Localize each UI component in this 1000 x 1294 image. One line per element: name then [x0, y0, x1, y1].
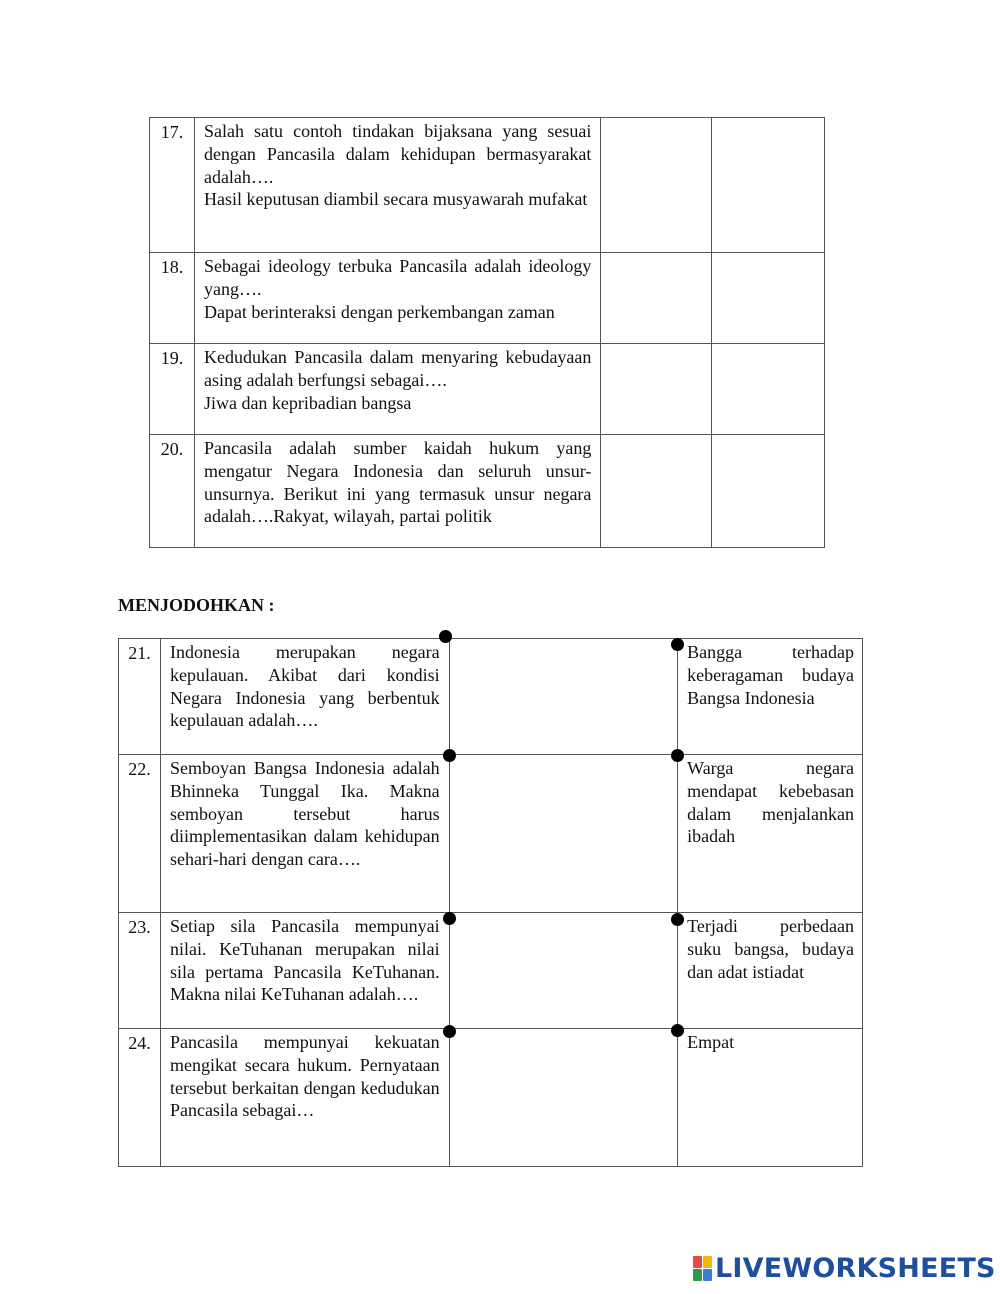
logo-block [693, 1269, 702, 1281]
question-number: 17. [150, 118, 195, 253]
answer-box-true[interactable] [601, 118, 712, 253]
table-row [150, 118, 825, 253]
question-number: 21. [119, 639, 161, 755]
question-number: 19. [150, 344, 195, 435]
question-number: 24. [119, 1029, 161, 1167]
answer-box-true[interactable] [601, 344, 712, 435]
answer-box-true[interactable] [601, 253, 712, 344]
question-cell [194, 118, 600, 253]
answer-box-false[interactable] [712, 435, 825, 548]
question-cell [194, 344, 600, 435]
question-cell [194, 253, 600, 344]
answer-box-false[interactable] [712, 118, 825, 253]
question-text: Pancasila adalah sumber kaidah hukum yang mengatur Negara Indonesia dan seluruh unsur-unsurnya. Berikut ini yang termasuk unsur negara adalah….Rakyat, wilayah, partai politik [203, 438, 592, 527]
table-row [150, 253, 825, 344]
question-text: Salah satu contoh tindakan bijaksana yang sesuai dengan Pancasila dalam kehidupan bermasyarakat adalah…. [203, 121, 592, 187]
answer-text: Hasil keputusan diambil secara musyawarah mufakat [203, 189, 588, 210]
matching-question: Pancasila mempunyai kekuatan mengikat secara hukum. Pernyataan tersebut berkaitan dengan kedudukan Pancasila sebagai… [160, 1029, 449, 1167]
answer-box-true[interactable] [601, 435, 712, 548]
match-dot-right-24[interactable] [671, 1024, 684, 1037]
brand-name: LIVEWORKSHEETS [715, 1253, 996, 1284]
table-row [150, 344, 825, 435]
liveworksheets-logo [693, 1253, 996, 1284]
match-dot-left-24[interactable] [443, 1025, 456, 1038]
section-heading: MENJODOHKAN : [118, 595, 275, 615]
logo-block [703, 1269, 712, 1281]
match-dot-left-22[interactable] [443, 749, 456, 762]
matching-question: Setiap sila Pancasila mempunyai nilai. KeTuhanan merupakan nilai sila pertama Pancasila KeTuhanan. Makna nilai KeTuhanan adalah…. [160, 913, 449, 1029]
table-row [119, 1029, 863, 1167]
question-number: 23. [119, 913, 161, 1029]
matching-option: Bangga terhadap keberagaman budaya Bangsa Indonesia [678, 639, 863, 755]
answer-box-false[interactable] [712, 344, 825, 435]
answer-box-false[interactable] [712, 253, 825, 344]
connector-area [449, 913, 677, 1029]
matching-table [118, 638, 863, 1167]
question-text: Kedudukan Pancasila dalam menyaring kebudayaan asing adalah berfungsi sebagai…. [203, 347, 592, 390]
logo-block [693, 1256, 702, 1268]
matching-option: Empat [678, 1029, 863, 1167]
tf-question-table [149, 117, 825, 548]
connector-area [449, 755, 677, 913]
question-cell [194, 435, 600, 548]
match-dot-right-22[interactable] [671, 749, 684, 762]
question-number: 20. [150, 435, 195, 548]
match-dot-left-21[interactable] [439, 630, 452, 643]
answer-text: Jiwa dan kepribadian bangsa [203, 392, 412, 413]
match-dot-right-21[interactable] [671, 638, 684, 651]
question-text: Sebagai ideology terbuka Pancasila adalah ideology yang…. [203, 256, 592, 299]
connector-area [449, 639, 677, 755]
match-dot-right-23[interactable] [671, 913, 684, 926]
table-row [150, 435, 825, 548]
question-number: 22. [119, 755, 161, 913]
table-row [119, 639, 863, 755]
matching-question: Indonesia merupakan negara kepulauan. Akibat dari kondisi Negara Indonesia yang berbentuk kepulauan adalah…. [160, 639, 449, 755]
matching-option: Warga negara mendapat kebebasan dalam menjalankan ibadah [678, 755, 863, 913]
match-dot-left-23[interactable] [443, 912, 456, 925]
logo-grid-icon [693, 1256, 712, 1281]
matching-question: Semboyan Bangsa Indonesia adalah Bhinneka Tunggal Ika. Makna semboyan tersebut harus diimplementasikan dalam kehidupan sehari-hari dengan cara…. [160, 755, 449, 913]
answer-text: Dapat berinteraksi dengan perkembangan zaman [203, 301, 555, 322]
connector-area [449, 1029, 677, 1167]
table-row [119, 913, 863, 1029]
table-row [119, 755, 863, 913]
logo-block [703, 1256, 712, 1268]
matching-option: Terjadi perbedaan suku bangsa, budaya dan adat istiadat [678, 913, 863, 1029]
question-number: 18. [150, 253, 195, 344]
